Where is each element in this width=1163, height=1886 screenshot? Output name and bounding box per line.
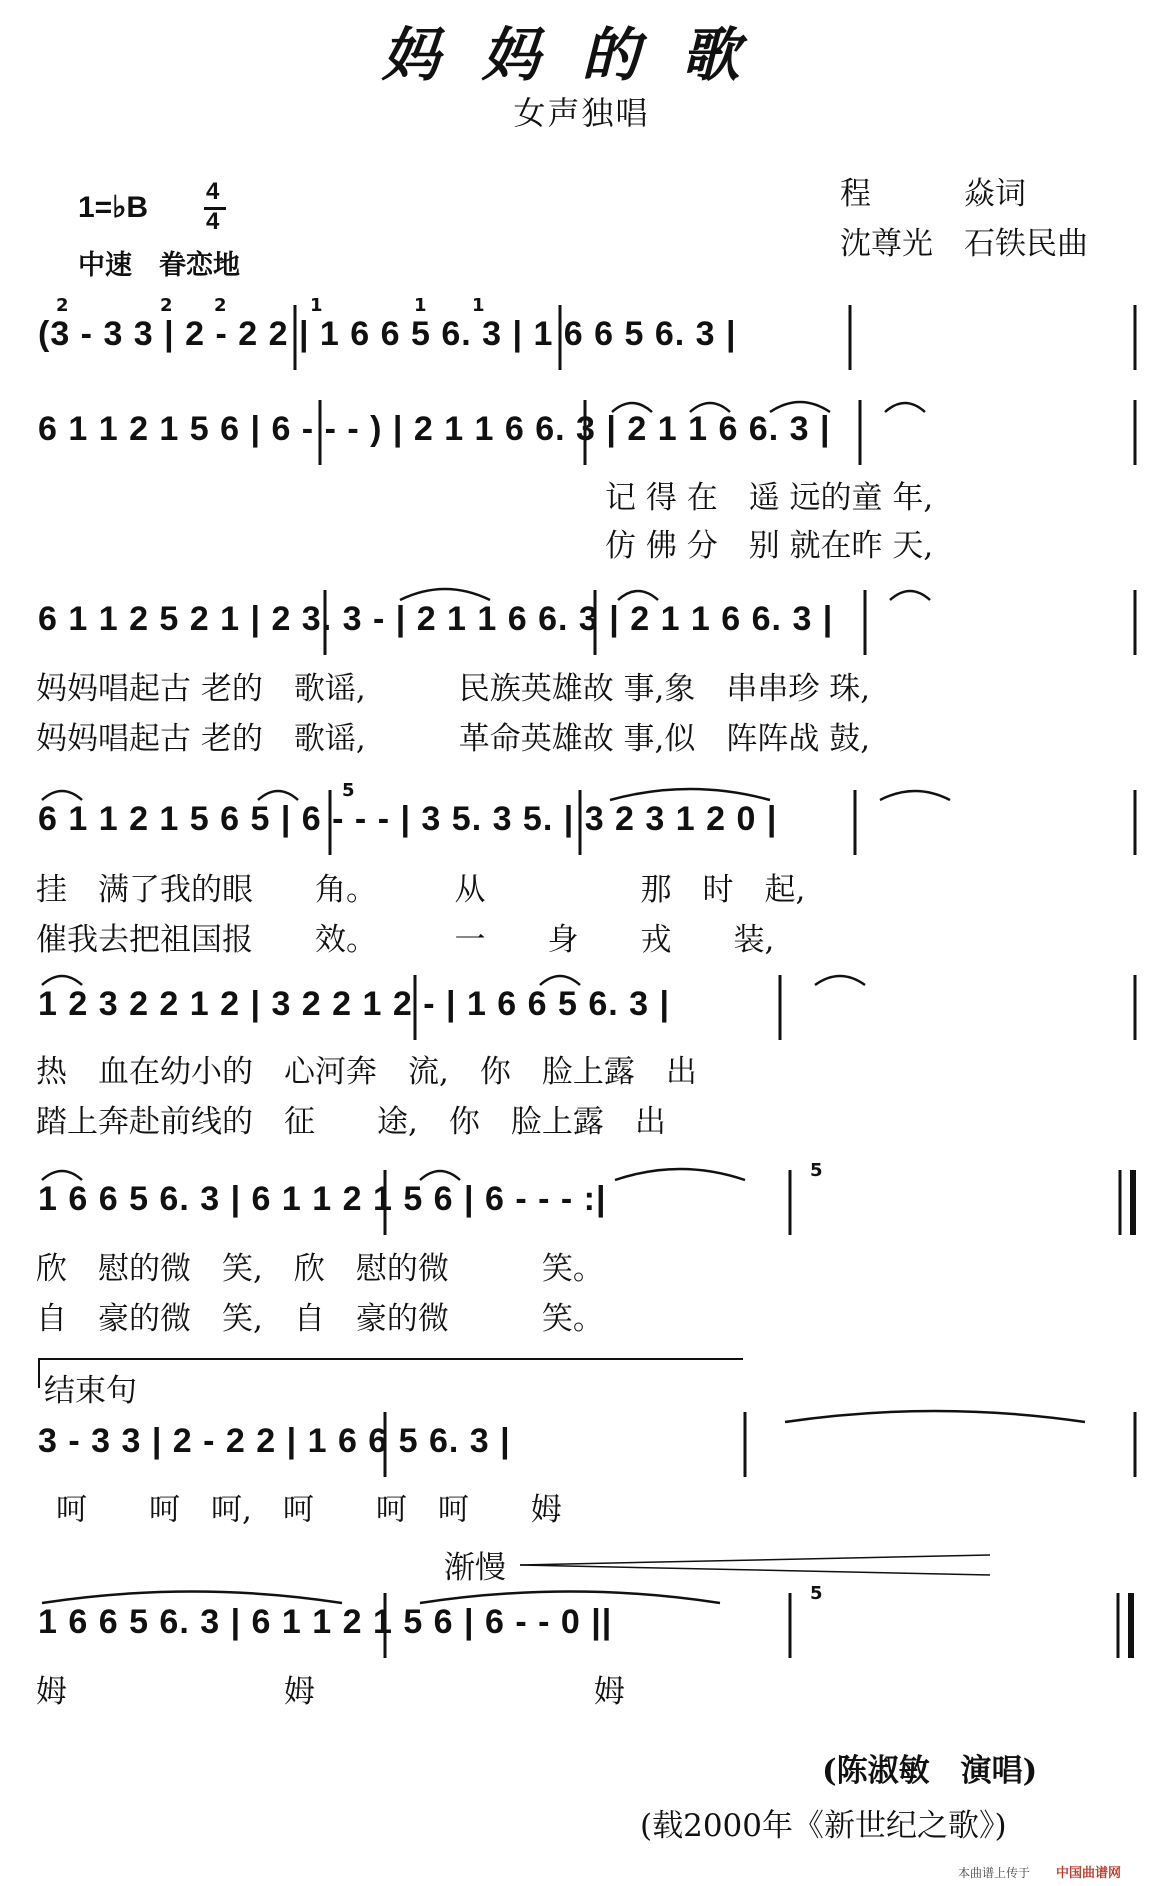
score-system-3: 6 1 1 2 5 2 1 | 2 3. 3 - | 2 1 1 6 6. 3 | 2 1 1 6 6. 3 | [38,600,834,638]
slur [42,1592,342,1604]
lyrics-5-verse-1: 热 血在幼小的 心河奔 流, 你 脸上露 出 [36,1054,697,1090]
composer-credit: 沈尊光 石铁民曲 [840,226,1088,262]
slur [610,789,770,800]
lyrics-7: 呵 呵 呵, 呵 呵 呵 姆 [56,1492,562,1528]
slur [258,791,298,800]
slur [42,976,82,985]
tempo-marking: 中速 眷恋地 [78,250,240,281]
slur [815,976,865,985]
score-system-4: 6 1 1 2 1 5 6 5 | 6 - - - | 3 5. 3 5. | 3 2 3 1 2 0 | [38,800,778,838]
slur [540,976,580,985]
slur [770,402,830,412]
slur [42,1171,82,1180]
lyrics-4-verse-1: 挂 满了我的眼 角。 从 那 时 起, [36,872,806,908]
hairpin-upper [520,1555,990,1565]
hairpin-lower [520,1565,990,1575]
lyrics-2-verse-1: 记 得 在 遥 远的童 年, [605,480,934,516]
upload-note: 本曲谱上传于 [958,1866,1031,1880]
score-system-5: 1 2 3 2 2 1 2 | 3 2 2 1 2 - | 1 6 6 5 6. 3 | [38,985,671,1023]
lyrics-4-verse-2: 催我去把祖国报 效。 一 身 戎 装, [36,922,775,958]
time-signature-top: 4 [206,178,220,205]
ending-label: 结束句 [44,1373,137,1409]
performer-credit: (陈淑敏 演唱) [822,1753,1038,1789]
slurs [42,402,1085,1603]
source-credit: (载2000年《新世纪之歌》) [640,1808,1007,1844]
slur [690,403,730,412]
lyrics-5-verse-2: 踏上奔赴前线的 征 途, 你 脸上露 出 [36,1104,666,1140]
slur [420,1592,720,1604]
slur [400,589,490,600]
grace-note: 2 [56,295,69,316]
grace-note: 5 [342,780,355,801]
grace-note: 1 [414,295,427,316]
slur [612,403,652,412]
bar-lines [295,305,1135,1658]
grace-note: 5 [810,1160,823,1181]
hairpin-decrescendo [520,1555,990,1575]
slur [42,791,82,800]
lyrics-8: 姆 姆 姆 [36,1674,625,1710]
grace-note: 2 [160,295,173,316]
slur [420,1171,460,1180]
score-system-7: 3 - 3 3 | 2 - 2 2 | 1 6 6 5 6. 3 | [38,1422,511,1460]
grace-note: 5 [810,1583,823,1604]
lyrics-6-verse-1: 欣 慰的微 笑, 欣 慰的微 笑。 [36,1251,604,1287]
time-signature-bottom: 4 [206,208,220,235]
slur [615,1169,745,1180]
site-logo-text: 中国曲谱网 [1056,1866,1122,1881]
score-system-6: 1 6 6 5 6. 3 | 6 1 1 2 1 5 6 | 6 - - - :| [38,1180,607,1218]
score-system-1: (3 - 3 3 | 2 - 2 2 | 1 6 6 5 6. 3 | 1 6 6 5 6. 3 | [38,315,737,353]
key-signature: 1=♭B [78,191,149,224]
slur [890,591,930,600]
lyrics-2-verse-2: 仿 佛 分 别 就在昨 天, [605,528,934,564]
grace-note: 2 [214,295,227,316]
grace-note: 1 [472,295,485,316]
slur [785,1411,1085,1422]
ritardando-label: 渐慢 [444,1550,506,1586]
grace-note: 1 [310,295,323,316]
slur [618,591,658,600]
slur [880,791,950,800]
score-system-2: 6 1 1 2 1 5 6 | 6 - - - ) | 2 1 1 6 6. 3 | 2 1 1 6 6. 3 | [38,410,831,448]
score-system-8: 1 6 6 5 6. 3 | 6 1 1 2 1 5 6 | 6 - - 0 || [38,1603,613,1641]
lyrics-3-verse-1: 妈妈唱起古 老的 歌谣, 民族英雄故 事,象 串串珍 珠, [36,671,871,707]
lyricist-credit: 程 焱词 [840,176,1026,212]
song-subtitle: 女声独唱 [513,94,650,132]
song-title: 妈妈的歌 [381,21,782,89]
lyrics-3-verse-2: 妈妈唱起古 老的 歌谣, 革命英雄故 事,似 阵阵战 鼓, [36,721,871,757]
lyrics-6-verse-2: 自 豪的微 笑, 自 豪的微 笑。 [36,1301,604,1337]
slur [885,403,925,412]
